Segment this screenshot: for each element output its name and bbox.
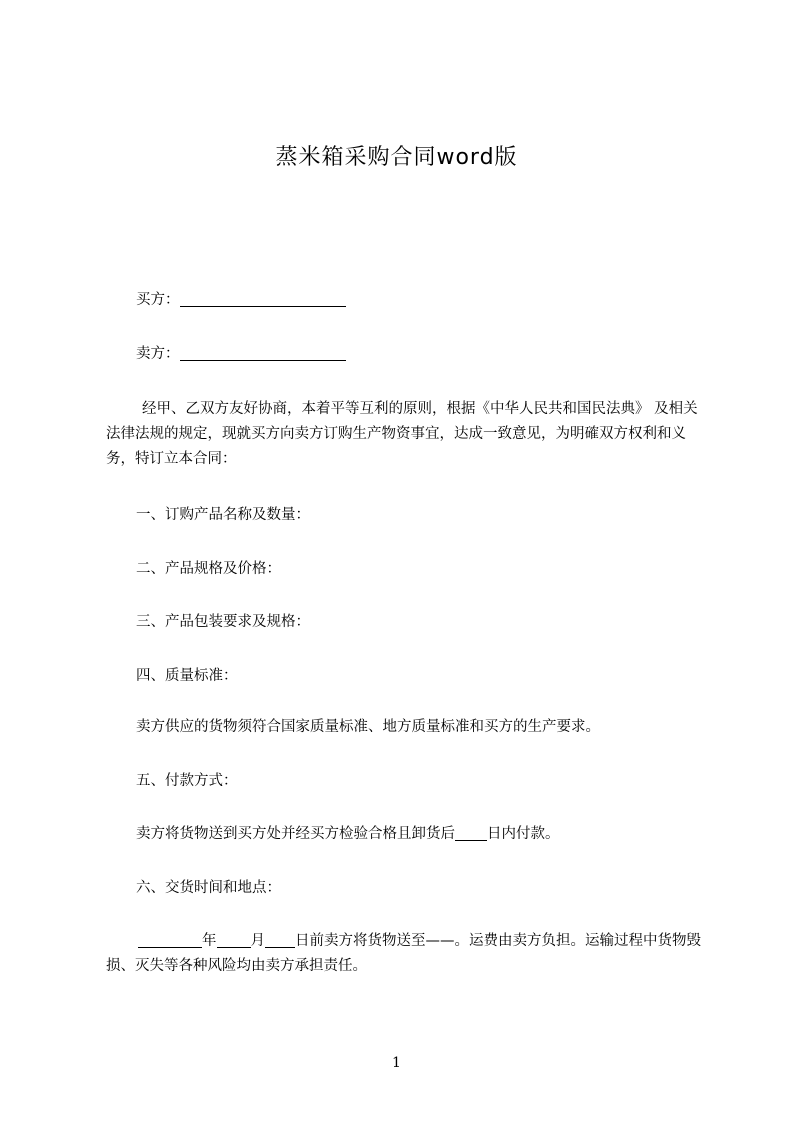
section-5-body-a: 卖方将货物送到买方处并经买方检验合格且卸货后: [136, 826, 455, 842]
buyer-label: 买方：: [136, 292, 180, 308]
section-5-body-b: 日内付款。: [487, 826, 560, 842]
document-title: 蒸米箱采购合同word版: [275, 145, 518, 170]
buyer-blank: [180, 290, 346, 307]
section-5-heading: 五、付款方式：: [136, 773, 238, 789]
section-4-body: 卖方供应的货物须符合国家质量标准、地方质量标准和买方的生产要求。: [136, 719, 600, 735]
intro-paragraph: 经甲、乙双方友好协商，本着平等互利的原则，根据《中华人民共和国民法典》 及相关法律法规的规定，现就买方向卖方订购生产物资事宜，达成一致意见，为明確双方权利和义务，特订立本合同：: [106, 401, 698, 467]
day-blank: [265, 931, 295, 948]
month-label: 月: [250, 933, 265, 949]
month-blank: [217, 931, 251, 948]
section-2-heading: 二、产品规格及价格：: [136, 561, 281, 577]
year-label: 年: [202, 933, 217, 949]
page-number: 1: [392, 1055, 401, 1071]
section-6-heading: 六、交货时间和地点：: [136, 880, 281, 896]
seller-label: 卖方：: [136, 346, 180, 362]
buyer-line: [136, 288, 346, 313]
section-1-heading: 一、订购产品名称及数量：: [136, 507, 310, 523]
section-6-body: [106, 929, 704, 979]
section-4-heading: 四、质量标准：: [136, 668, 238, 684]
section-3-heading: 三、产品包装要求及规格：: [136, 614, 310, 630]
year-blank: [138, 931, 202, 948]
section-5-body: [136, 822, 560, 847]
seller-blank: [180, 344, 346, 361]
section-6-rest: 日前卖方将货物送至——。运费由卖方负担。运输过程中货物毁损、灭失等各种风险均由卖方承担责任。: [106, 933, 701, 974]
days-blank: [455, 824, 487, 841]
seller-line: [136, 342, 346, 367]
